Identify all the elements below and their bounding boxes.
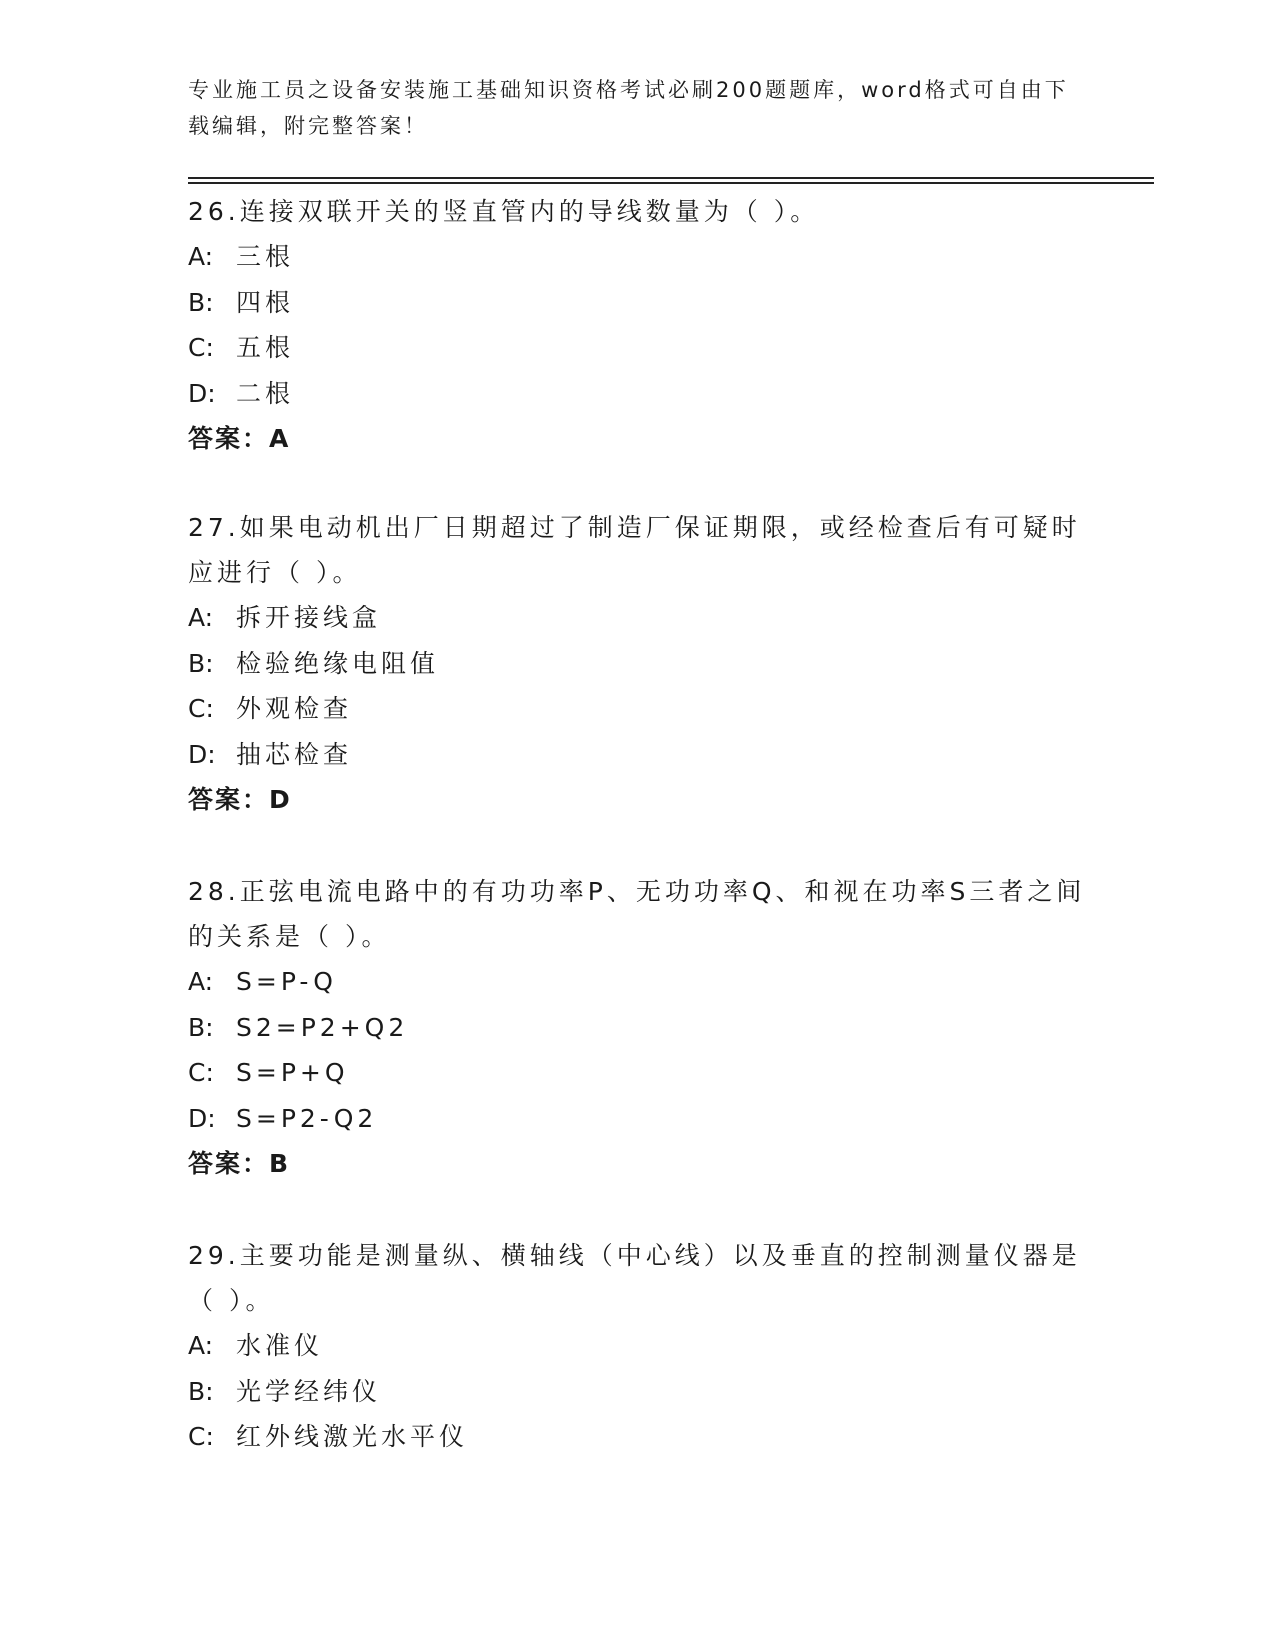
option-letter: A: (188, 967, 214, 996)
option-a (188, 595, 1088, 641)
option-c (188, 686, 1088, 732)
option-letter: D: (188, 739, 216, 769)
option-a (188, 1323, 1088, 1369)
option-letter: C: (188, 1058, 214, 1087)
option-a (188, 959, 1088, 1005)
option-letter: B: (188, 287, 214, 317)
option-b (188, 1369, 1088, 1415)
question-block (188, 505, 1088, 822)
option-b (188, 1005, 1088, 1051)
question-stem: 26.连接双联开关的竖直管内的导线数量为（ ）。 (188, 197, 820, 226)
option-text: 检验绝缘电阻值 (236, 648, 440, 678)
option-text: 四根 (236, 287, 295, 317)
question-stem: 28.正弦电流电路中的有功功率P、无功功率Q、和视在功率S三者之间的关系是（ ）。 (188, 877, 1086, 951)
option-d (188, 732, 1088, 778)
option-text: 三根 (236, 242, 295, 271)
option-letter: A: (188, 242, 214, 271)
option-text: 外观检查 (236, 694, 353, 723)
answer-line: 答案：A (188, 424, 291, 453)
question-stem: 27.如果电动机出厂日期超过了制造厂保证期限，或经检查后有可疑时应进行（ ）。 (188, 513, 1081, 587)
option-c (188, 1050, 1088, 1096)
option-text: 水准仪 (236, 1331, 324, 1360)
header-divider-top (188, 177, 1154, 179)
answer-line: 答案：B (188, 1149, 291, 1178)
option-b (188, 280, 1088, 326)
option-text: 光学经纬仪 (236, 1376, 382, 1406)
option-text: 抽芯检查 (236, 739, 353, 769)
document-header: 专业施工员之设备安装施工基础知识资格考试必刷200题题库，word格式可自由下载编辑，附完整答案！ (188, 78, 1069, 138)
question-block (188, 189, 1088, 461)
answer-line: 答案：D (188, 785, 292, 814)
option-d (188, 371, 1088, 417)
question-block (188, 869, 1088, 1186)
option-letter: D: (188, 1103, 216, 1133)
option-text: S2=P2+Q2 (236, 1012, 409, 1042)
option-text: S=P-Q (236, 967, 337, 996)
option-text: S=P+Q (236, 1058, 349, 1087)
option-a (188, 234, 1088, 280)
option-text: 二根 (236, 378, 295, 408)
option-text: 五根 (236, 333, 295, 362)
option-letter: C: (188, 1422, 214, 1451)
option-letter: D: (188, 378, 216, 408)
option-text: S=P2-Q2 (236, 1103, 378, 1133)
question-block (188, 1233, 1088, 1460)
option-letter: A: (188, 603, 214, 632)
option-letter: A: (188, 1331, 214, 1360)
question-stem: 29.主要功能是测量纵、横轴线（中心线）以及垂直的控制测量仪器是（ ）。 (188, 1241, 1081, 1315)
option-c (188, 325, 1088, 371)
option-text: 红外线激光水平仪 (236, 1422, 469, 1451)
option-d (188, 1096, 1088, 1142)
option-letter: B: (188, 648, 214, 678)
option-letter: C: (188, 333, 214, 362)
option-letter: C: (188, 694, 214, 723)
option-b (188, 641, 1088, 687)
option-text: 拆开接线盒 (236, 603, 382, 632)
option-letter: B: (188, 1376, 214, 1406)
header-divider-bottom (188, 182, 1154, 184)
option-letter: B: (188, 1012, 214, 1042)
option-c (188, 1414, 1088, 1460)
